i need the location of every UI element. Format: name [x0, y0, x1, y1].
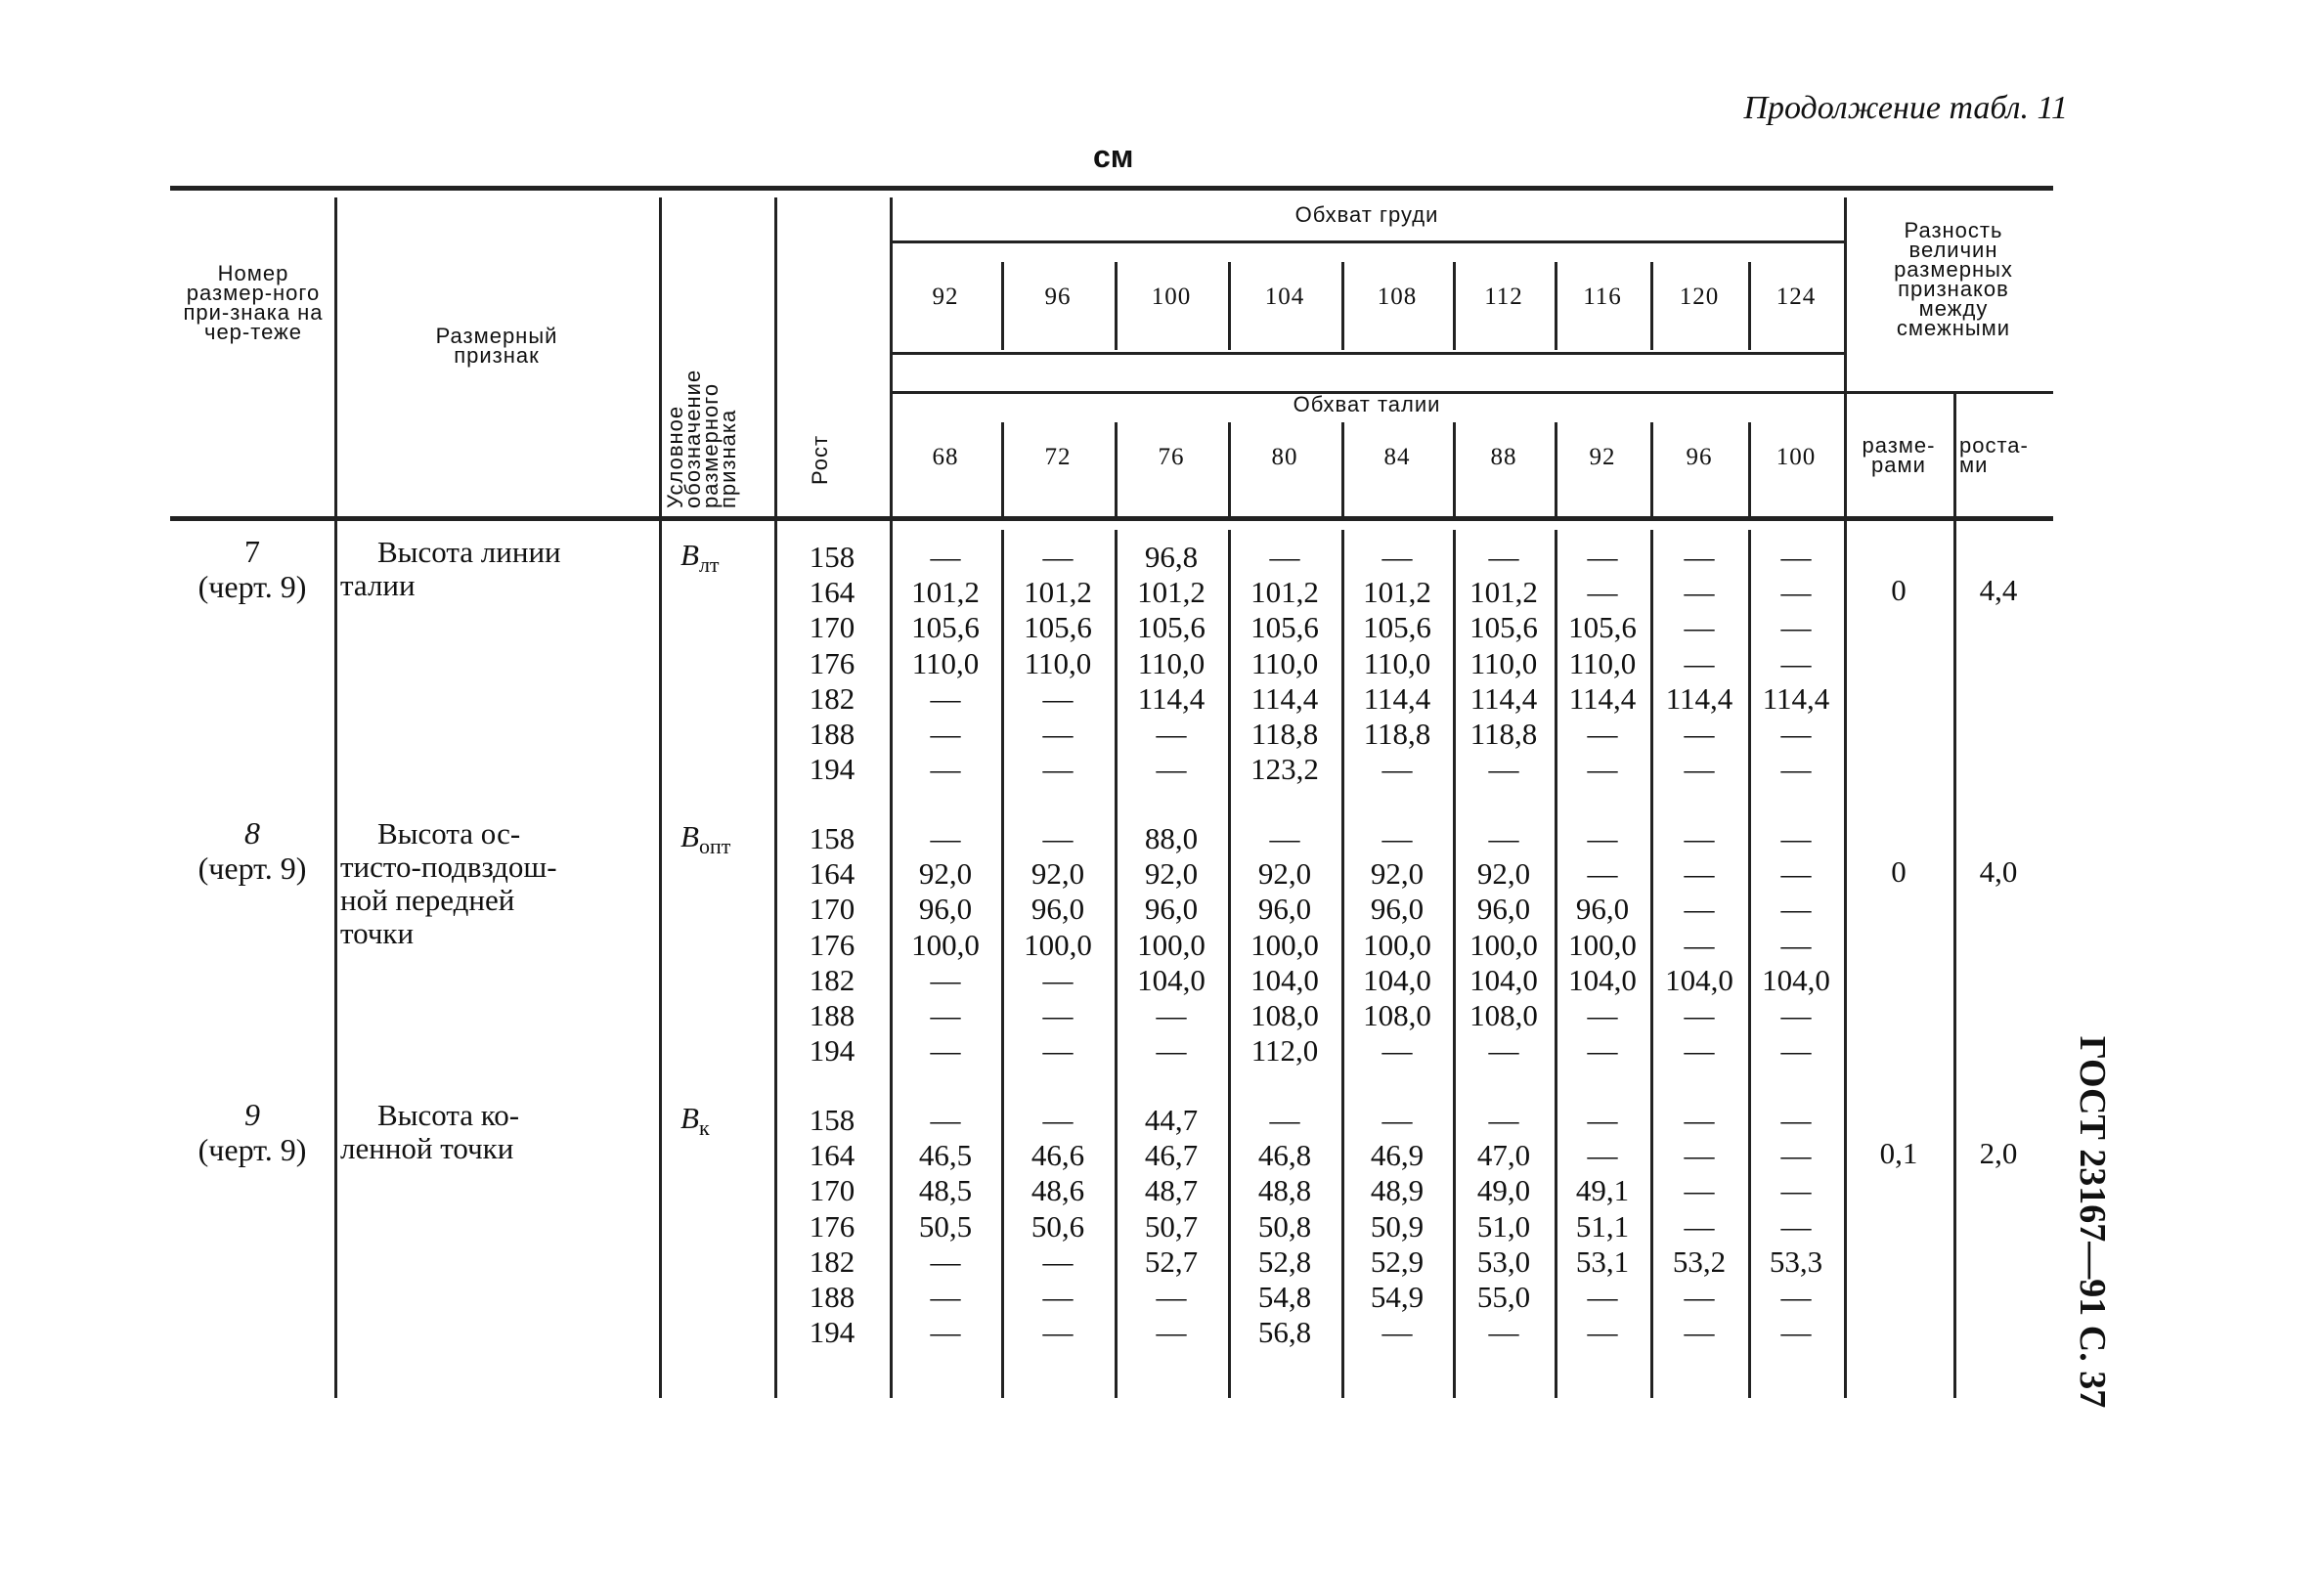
- value-cell: —: [1269, 821, 1300, 855]
- value-cell: —: [1684, 927, 1715, 962]
- value-cell: 92,0: [1030, 856, 1085, 892]
- row-drawing-ref: (черт. 9): [197, 569, 307, 604]
- value-cell: —: [1684, 1208, 1715, 1244]
- waist-value-divider: [1453, 422, 1456, 516]
- value-cell: 100,0: [1568, 927, 1637, 962]
- value-cell: —: [930, 821, 961, 855]
- table-caption: Продолжение табл. 11: [1743, 90, 2068, 126]
- value-cell: 100,0: [1137, 927, 1206, 962]
- value-cell: 104,0: [1250, 962, 1319, 997]
- value-cell: —: [1042, 962, 1074, 997]
- value-cell: —: [1381, 752, 1413, 787]
- header-symbol: Условное обозначение размерного признака: [663, 369, 740, 508]
- value-cell: —: [1684, 998, 1715, 1032]
- value-cell: —: [1684, 540, 1715, 574]
- value-cell: —: [1042, 998, 1074, 1032]
- value-cell: 108,0: [1363, 998, 1431, 1032]
- height-value: 170: [809, 1173, 855, 1208]
- value-cell: —: [930, 540, 961, 574]
- value-cell: —: [1381, 1033, 1413, 1069]
- value-cell: 44,7: [1144, 1103, 1199, 1137]
- value-cell: 96,0: [1476, 892, 1531, 927]
- value-cell: 52,8: [1257, 1244, 1312, 1279]
- value-cell: 105,6: [1024, 610, 1092, 645]
- value-cell: —: [930, 1033, 961, 1069]
- value-cell: —: [1587, 575, 1618, 610]
- value-cell: 92,0: [1370, 856, 1425, 892]
- value-cell: —: [1587, 821, 1618, 855]
- header-number: Номер размер-ного при-знака на чер-теже: [183, 261, 324, 344]
- value-cell: —: [1684, 856, 1715, 892]
- waist-size-80: 80: [1271, 444, 1298, 470]
- value-cell: —: [1684, 645, 1715, 680]
- value-cell: 50,9: [1370, 1208, 1425, 1244]
- value-cell: 104,0: [1137, 962, 1206, 997]
- value-cell: 101,2: [1363, 575, 1431, 610]
- value-cell: 50,8: [1257, 1208, 1312, 1244]
- value-cell: 110,0: [1024, 645, 1092, 680]
- value-cell: 96,8: [1144, 540, 1199, 574]
- value-cell: 105,6: [1137, 610, 1206, 645]
- value-cell: 104,0: [1363, 962, 1431, 997]
- value-cell: —: [1780, 821, 1812, 855]
- value-cell: 104,0: [1762, 962, 1830, 997]
- waist-size-76: 76: [1158, 444, 1185, 470]
- value-cell: —: [1156, 1280, 1187, 1314]
- diff-heights-value: 4,0: [1979, 854, 2018, 889]
- feature-name-line: тисто-подвздош-: [340, 850, 557, 884]
- value-cell: —: [1780, 717, 1812, 751]
- value-cell: —: [1042, 752, 1074, 787]
- value-cell: 110,0: [1568, 645, 1637, 680]
- value-cell: —: [1587, 1280, 1618, 1314]
- value-cell: —: [1488, 1103, 1519, 1137]
- feature-name-line: талии: [340, 568, 416, 602]
- value-cell: —: [1684, 1173, 1715, 1208]
- value-cell: 92,0: [1144, 856, 1199, 892]
- value-cell: 48,9: [1370, 1173, 1425, 1208]
- value-cell: 52,9: [1370, 1244, 1425, 1279]
- value-cell: —: [1780, 998, 1812, 1032]
- header-chest-group: Обхват груди: [1294, 202, 1439, 227]
- value-cell: —: [1156, 752, 1187, 787]
- value-cell: —: [1042, 1315, 1074, 1350]
- value-cell: —: [1684, 1138, 1715, 1173]
- diff-group-rule: [1844, 391, 2053, 394]
- value-cell: —: [1488, 821, 1519, 855]
- value-cell: —: [930, 1315, 961, 1350]
- value-cell: 48,6: [1030, 1173, 1085, 1208]
- value-cell: 48,7: [1144, 1173, 1199, 1208]
- value-cell: —: [1587, 1315, 1618, 1350]
- value-cell: 92,0: [918, 856, 973, 892]
- value-cell: —: [1684, 610, 1715, 645]
- waist-size-84: 84: [1383, 444, 1411, 470]
- waist-size-96: 96: [1686, 444, 1713, 470]
- height-value: 182: [809, 962, 855, 997]
- value-cell: 110,0: [1250, 645, 1319, 680]
- feature-symbol: $B_к$: [680, 1101, 710, 1141]
- value-cell: —: [1587, 540, 1618, 574]
- value-cell: —: [1684, 892, 1715, 927]
- height-value: 164: [809, 1138, 855, 1173]
- value-cell: —: [1587, 998, 1618, 1032]
- row-number: 7: [244, 534, 260, 569]
- header-diff-heights: роста-ми: [1959, 433, 2029, 477]
- value-cell: 110,0: [1469, 645, 1538, 680]
- value-cell: —: [930, 998, 961, 1032]
- value-cell: —: [1684, 821, 1715, 855]
- value-cell: 96,0: [918, 892, 973, 927]
- standard-page-label: ГОСТ 23167—91 С. 37: [2072, 1035, 2113, 1409]
- feature-name-line: ленной точки: [340, 1131, 514, 1165]
- height-value: 188: [809, 717, 855, 751]
- value-cell: —: [1156, 998, 1187, 1032]
- height-value: 158: [809, 540, 855, 574]
- value-cell: 46,5: [918, 1138, 973, 1173]
- value-cell: 101,2: [1250, 575, 1319, 610]
- waist-value-divider: [1341, 422, 1344, 516]
- value-cell: —: [1780, 1280, 1812, 1314]
- value-cell: 108,0: [1250, 998, 1319, 1032]
- value-cell: —: [1042, 680, 1074, 716]
- height-value: 194: [809, 1315, 855, 1350]
- value-cell: 100,0: [1250, 927, 1319, 962]
- value-cell: 100,0: [1024, 927, 1092, 962]
- value-cell: 108,0: [1469, 998, 1538, 1032]
- waist-size-88: 88: [1490, 444, 1517, 470]
- unit-label: см: [1093, 139, 1134, 174]
- value-cell: —: [1684, 575, 1715, 610]
- value-cell: 96,0: [1030, 892, 1085, 927]
- diff-column-divider: [1844, 197, 1847, 1398]
- value-cell: 46,9: [1370, 1138, 1425, 1173]
- chest-size-96: 96: [1044, 284, 1072, 310]
- value-cell: 92,0: [1257, 856, 1312, 892]
- header-feature: Размерный признак: [435, 324, 558, 368]
- value-cell: 114,4: [1363, 680, 1431, 716]
- value-cell: —: [930, 962, 961, 997]
- value-cell: 104,0: [1568, 962, 1637, 997]
- value-cell: —: [1780, 1208, 1812, 1244]
- value-cell: 50,7: [1144, 1208, 1199, 1244]
- value-cell: 100,0: [1363, 927, 1431, 962]
- value-cell: —: [1156, 1315, 1187, 1350]
- row-drawing-ref: (черт. 9): [197, 851, 307, 886]
- waist-size-100: 100: [1776, 444, 1817, 470]
- diff-sizes-value: 0: [1891, 573, 1907, 607]
- height-value: 176: [809, 645, 855, 680]
- height-value: 188: [809, 1280, 855, 1314]
- diff-heights-value: 4,4: [1979, 573, 2018, 607]
- value-cell: 114,4: [1137, 680, 1206, 716]
- value-cell: —: [1587, 1138, 1618, 1173]
- value-cell: —: [1780, 540, 1812, 574]
- value-cell: 118,8: [1250, 717, 1319, 751]
- value-cell: 96,0: [1575, 892, 1630, 927]
- column-divider-2: [659, 197, 662, 1398]
- value-cell: —: [1488, 540, 1519, 574]
- value-cell: —: [1269, 540, 1300, 574]
- value-cell: 88,0: [1144, 821, 1199, 855]
- value-cell: 50,5: [918, 1208, 973, 1244]
- value-cell: 96,0: [1370, 892, 1425, 927]
- value-cell: —: [1780, 856, 1812, 892]
- value-cell: —: [1042, 1033, 1074, 1069]
- value-cell: —: [1042, 1280, 1074, 1314]
- value-cell: 118,8: [1363, 717, 1431, 751]
- value-cell: 52,7: [1144, 1244, 1199, 1279]
- value-cell: 48,5: [918, 1173, 973, 1208]
- value-cell: —: [1780, 1315, 1812, 1350]
- value-cell: 51,0: [1476, 1208, 1531, 1244]
- value-cell: 46,6: [1030, 1138, 1085, 1173]
- value-cell: —: [1780, 575, 1812, 610]
- value-cell: —: [1156, 717, 1187, 751]
- value-cell: —: [930, 680, 961, 716]
- value-cell: 114,4: [1665, 680, 1733, 716]
- feature-name-line: Высота линии: [377, 535, 561, 569]
- value-cell: 50,6: [1030, 1208, 1085, 1244]
- value-cell: —: [1780, 1103, 1812, 1137]
- value-cell: 51,1: [1575, 1208, 1630, 1244]
- value-cell: —: [930, 752, 961, 787]
- chest-size-112: 112: [1484, 284, 1523, 310]
- chest-size-100: 100: [1151, 284, 1192, 310]
- value-cell: —: [930, 717, 961, 751]
- value-cell: 53,0: [1476, 1244, 1531, 1279]
- value-cell: —: [930, 1280, 961, 1314]
- row-number: 9: [244, 1097, 260, 1132]
- value-cell: —: [1780, 1033, 1812, 1069]
- value-cell: —: [1587, 1033, 1618, 1069]
- chest-group-rule: [890, 240, 1844, 243]
- value-cell: —: [1684, 1315, 1715, 1350]
- waist-value-divider: [1228, 422, 1231, 516]
- height-value: 176: [809, 927, 855, 962]
- feature-name-line: Высота ос-: [377, 816, 521, 851]
- header-height: Рост: [808, 434, 832, 485]
- waist-value-divider: [1001, 422, 1004, 516]
- value-cell: —: [1684, 1033, 1715, 1069]
- chest-size-116: 116: [1583, 284, 1622, 310]
- value-cell: 46,8: [1257, 1138, 1312, 1173]
- value-cell: 46,7: [1144, 1138, 1199, 1173]
- height-value: 158: [809, 821, 855, 855]
- feature-name-line: точки: [340, 916, 415, 950]
- value-cell: —: [1684, 717, 1715, 751]
- value-cell: —: [1587, 717, 1618, 751]
- value-cell: —: [1488, 1033, 1519, 1069]
- value-cell: 104,0: [1665, 962, 1733, 997]
- value-cell: 110,0: [1363, 645, 1431, 680]
- value-cell: 123,2: [1250, 752, 1319, 787]
- feature-symbol: $B_{лт}$: [680, 538, 720, 578]
- value-cell: 53,1: [1575, 1244, 1630, 1279]
- chest-size-108: 108: [1377, 284, 1418, 310]
- value-cell: 101,2: [1469, 575, 1538, 610]
- waist-value-divider: [1748, 422, 1751, 516]
- value-cell: 48,8: [1257, 1173, 1312, 1208]
- header-diff-group: Разность величин размерных признаков между смежными: [1894, 218, 2013, 340]
- table-top-rule: [170, 186, 2053, 191]
- value-cell: 101,2: [1024, 575, 1092, 610]
- feature-symbol: $B_{опт}$: [680, 819, 731, 859]
- value-cell: 104,0: [1469, 962, 1538, 997]
- header-diff-sizes: разме-рами: [1862, 433, 1936, 477]
- value-cell: —: [1381, 540, 1413, 574]
- chest-size-124: 124: [1776, 284, 1817, 310]
- value-cell: 101,2: [1137, 575, 1206, 610]
- value-cell: 105,6: [1469, 610, 1538, 645]
- height-value: 188: [809, 998, 855, 1032]
- height-value: 176: [809, 1208, 855, 1244]
- value-cell: —: [1042, 717, 1074, 751]
- height-value: 182: [809, 680, 855, 716]
- value-cell: 54,8: [1257, 1280, 1312, 1314]
- waist-size-72: 72: [1044, 444, 1072, 470]
- diff-sizes-value: 0: [1891, 854, 1907, 889]
- value-cell: 110,0: [911, 645, 980, 680]
- value-cell: 54,9: [1370, 1280, 1425, 1314]
- header-waist-group: Обхват талии: [1293, 392, 1441, 416]
- value-cell: 56,8: [1257, 1315, 1312, 1350]
- value-cell: —: [1684, 1103, 1715, 1137]
- chest-size-120: 120: [1679, 284, 1720, 310]
- value-cell: 110,0: [1137, 645, 1206, 680]
- value-cell: 96,0: [1144, 892, 1199, 927]
- value-cell: 100,0: [1469, 927, 1538, 962]
- value-cell: —: [1780, 892, 1812, 927]
- height-value: 170: [809, 892, 855, 927]
- value-cell: —: [1488, 1315, 1519, 1350]
- height-value: 170: [809, 610, 855, 645]
- height-value: 164: [809, 575, 855, 610]
- value-cell: 105,6: [1363, 610, 1431, 645]
- height-value: 182: [809, 1244, 855, 1279]
- value-cell: —: [930, 1103, 961, 1137]
- diff-heights-value: 2,0: [1979, 1136, 2018, 1170]
- value-cell: 105,6: [911, 610, 980, 645]
- diff-subcolumn-divider: [1953, 391, 1956, 1398]
- value-cell: —: [930, 1244, 961, 1279]
- value-cell: 53,3: [1769, 1244, 1823, 1279]
- value-cell: 118,8: [1469, 717, 1538, 751]
- value-cell: —: [1488, 752, 1519, 787]
- value-cell: 114,4: [1250, 680, 1319, 716]
- value-cell: —: [1684, 1280, 1715, 1314]
- value-cell: —: [1587, 1103, 1618, 1137]
- value-cell: 96,0: [1257, 892, 1312, 927]
- value-cell: —: [1587, 752, 1618, 787]
- row-drawing-ref: (черт. 9): [197, 1132, 307, 1167]
- value-cell: 55,0: [1476, 1280, 1531, 1314]
- value-cell: —: [1042, 1103, 1074, 1137]
- measurement-table: [170, 186, 2053, 1398]
- value-cell: —: [1587, 856, 1618, 892]
- value-cell: 114,4: [1469, 680, 1538, 716]
- value-cell: —: [1042, 821, 1074, 855]
- value-cell: 105,6: [1250, 610, 1319, 645]
- row-number: 8: [244, 815, 260, 851]
- value-cell: —: [1780, 610, 1812, 645]
- value-cell: —: [1042, 540, 1074, 574]
- value-cell: 105,6: [1568, 610, 1637, 645]
- height-value: 164: [809, 856, 855, 892]
- chest-size-104: 104: [1264, 284, 1305, 310]
- feature-name-line: ной передней: [340, 883, 515, 917]
- value-cell: —: [1042, 1244, 1074, 1279]
- value-cell: —: [1381, 821, 1413, 855]
- value-cell: —: [1780, 1173, 1812, 1208]
- height-value: 194: [809, 752, 855, 787]
- height-value: 158: [809, 1103, 855, 1137]
- value-cell: —: [1269, 1103, 1300, 1137]
- diff-sizes-value: 0,1: [1879, 1136, 1918, 1170]
- chest-values-rule: [890, 352, 1844, 355]
- value-cell: —: [1780, 645, 1812, 680]
- value-cell: —: [1381, 1315, 1413, 1350]
- waist-value-divider: [1555, 422, 1557, 516]
- header-bottom-rule: [170, 516, 2053, 521]
- value-cell: 101,2: [911, 575, 980, 610]
- value-cell: —: [1780, 927, 1812, 962]
- value-cell: 49,0: [1476, 1173, 1531, 1208]
- value-cell: —: [1156, 1033, 1187, 1069]
- value-cell: 114,4: [1568, 680, 1637, 716]
- value-cell: —: [1780, 752, 1812, 787]
- waist-value-divider: [1650, 422, 1653, 516]
- value-cell: 112,0: [1250, 1033, 1319, 1069]
- waist-size-68: 68: [932, 444, 959, 470]
- feature-symbol-subscript: к: [698, 1115, 710, 1141]
- value-cell: 47,0: [1476, 1138, 1531, 1173]
- value-cell: 53,2: [1672, 1244, 1727, 1279]
- feature-symbol-subscript: лт: [698, 552, 720, 578]
- value-cell: 100,0: [911, 927, 980, 962]
- value-cell: 92,0: [1476, 856, 1531, 892]
- height-value: 194: [809, 1033, 855, 1069]
- value-cell: —: [1684, 752, 1715, 787]
- waist-value-divider: [1115, 422, 1118, 516]
- value-cell: 114,4: [1762, 680, 1830, 716]
- value-cell: 49,1: [1575, 1173, 1630, 1208]
- column-divider-1: [334, 197, 337, 1398]
- chest-size-92: 92: [932, 284, 959, 310]
- feature-symbol-subscript: опт: [698, 834, 731, 859]
- value-cell: —: [1780, 1138, 1812, 1173]
- feature-name-line: Высота ко-: [377, 1098, 520, 1132]
- waist-size-92: 92: [1589, 444, 1616, 470]
- value-cell: —: [1381, 1103, 1413, 1137]
